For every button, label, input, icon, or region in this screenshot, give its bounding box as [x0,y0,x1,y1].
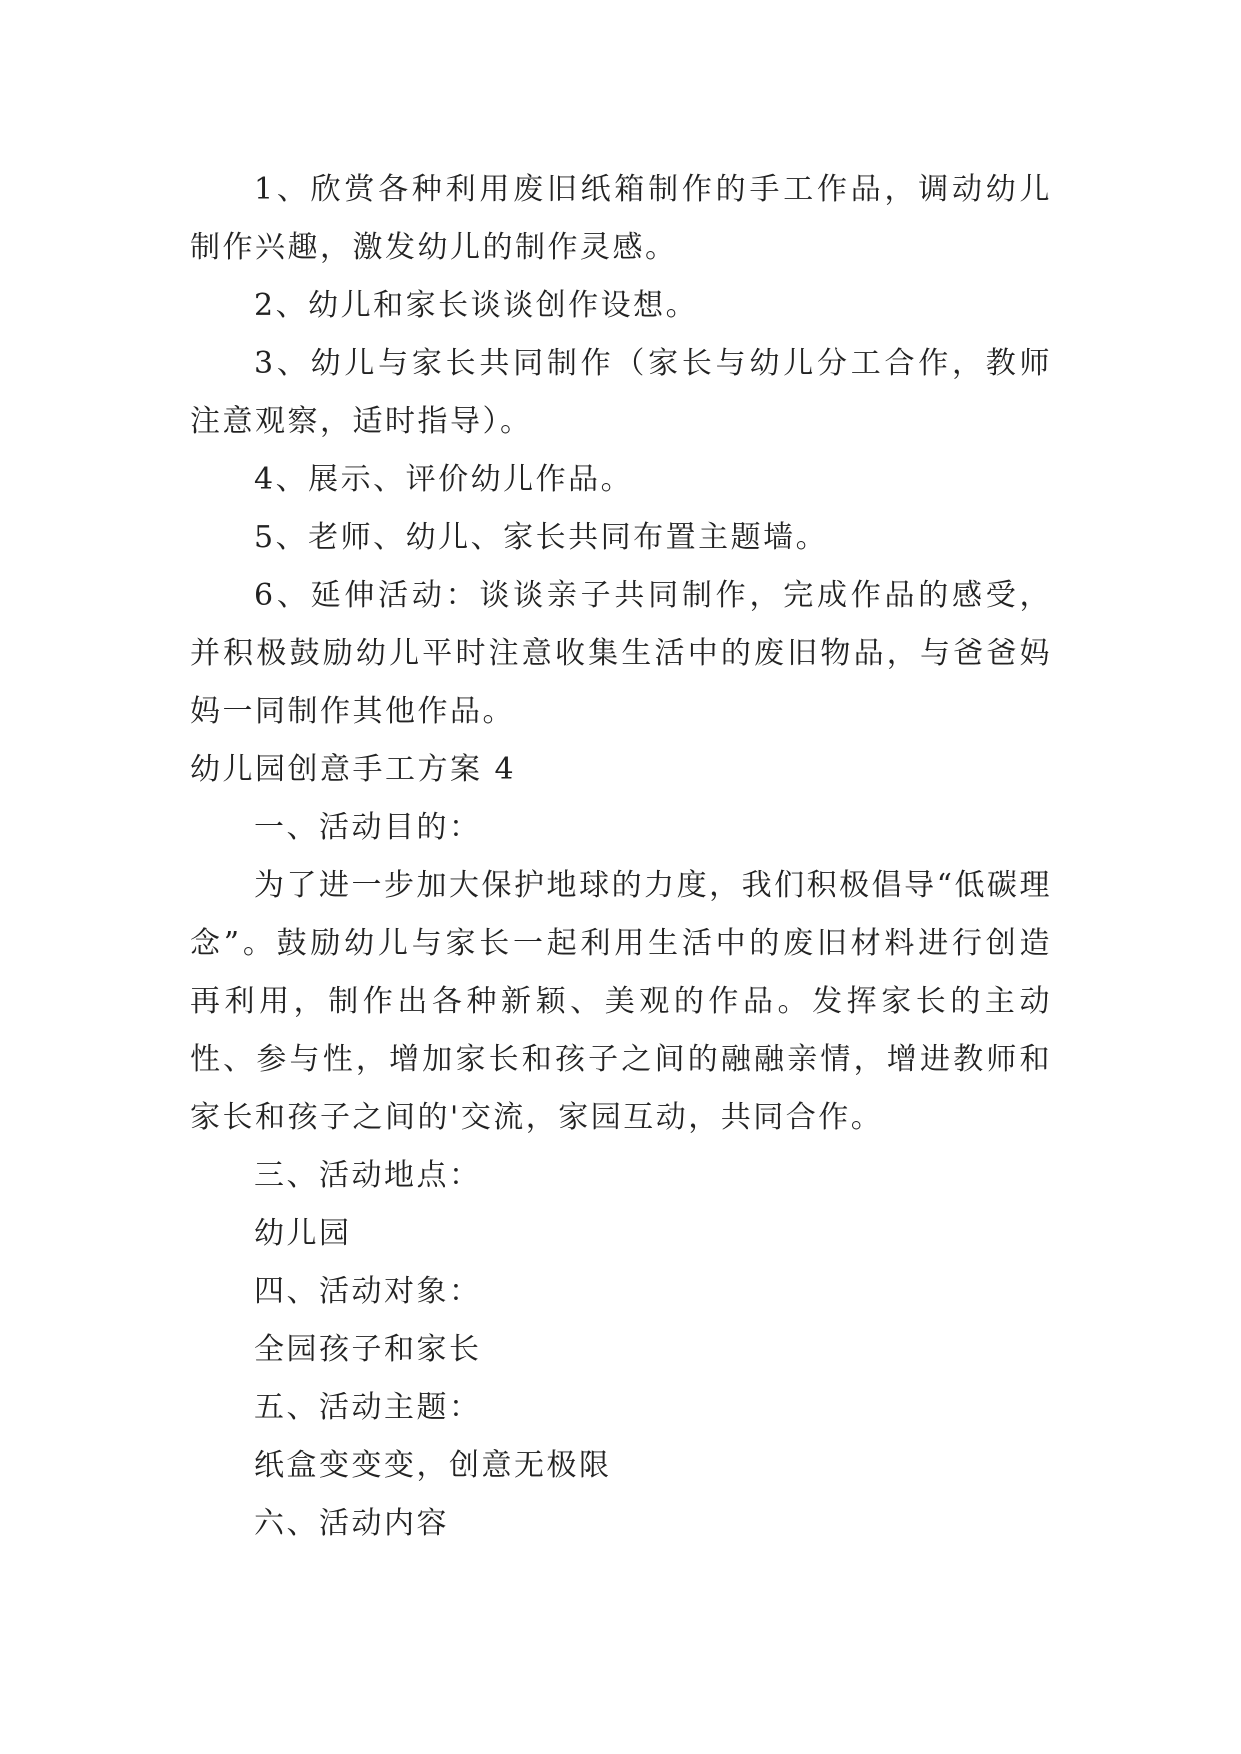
paragraph-step-3: 3、幼儿与家长共同制作（家长与幼儿分工合作，教师注意观察，适时指导）。 [190,346,1052,439]
heading-activity-audience: 四、活动对象： [254,1274,482,1309]
paragraph-step-1: 1、欣赏各种利用废旧纸箱制作的手工作品，调动幼儿制作兴趣，激发幼儿的制作灵感。 [190,172,1052,265]
heading-activity-purpose: 一、活动目的： [254,810,482,845]
paragraph-theme: 纸盒变变变，创意无极限 [254,1448,612,1483]
heading-activity-content: 六、活动内容 [254,1506,449,1541]
paragraph-purpose-body: 为了进一步加大保护地球的力度，我们积极倡导“低碳理念”。鼓励幼儿与家长一起利用生活中的废旧材料进行创造再利用，制作出各种新颖、美观的作品。发挥家长的主动性、参与性，增加家长和孩子之间的融融亲情，增进教师和家长和孩子之间的'交流，家园互动，共同合作。 [190,868,1052,1135]
paragraph-step-2: 2、幼儿和家长谈谈创作设想。 [254,288,699,323]
heading-activity-theme: 五、活动主题： [254,1390,482,1425]
paragraph-location: 幼儿园 [254,1216,352,1251]
heading-activity-location: 三、活动地点： [254,1158,482,1193]
section-title: 幼儿园创意手工方案 4 [190,752,517,787]
paragraph-step-4: 4、展示、评价幼儿作品。 [254,462,634,497]
paragraph-step-5: 5、老师、幼儿、家长共同布置主题墙。 [254,520,829,555]
paragraph-step-6: 6、延伸活动：谈谈亲子共同制作，完成作品的感受，并积极鼓励幼儿平时注意收集生活中的废旧物品，与爸爸妈妈一同制作其他作品。 [190,578,1052,729]
document-body [190,161,1052,1553]
paragraph-audience: 全园孩子和家长 [254,1332,482,1367]
